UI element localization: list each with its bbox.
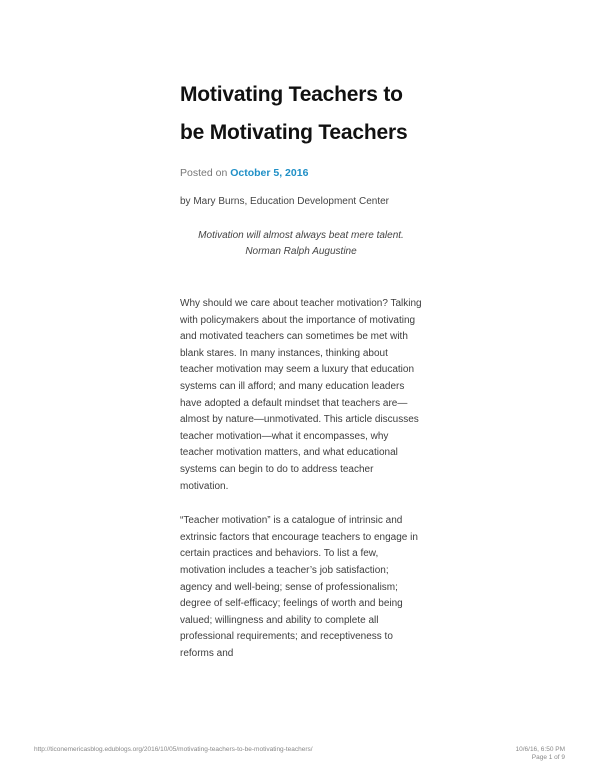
epigraph-quote: [180, 228, 422, 260]
article-content: [180, 76, 422, 662]
article-title: Motivating Teachers to be Motivating Teachers: [180, 83, 408, 144]
footer-info: [515, 746, 565, 762]
paragraph-1: Why should we care about teacher motivation? Talking with policymakers about the importance of motivating and motivated teachers can sometimes be met with blank stares. In many instances, thinking about teacher motivation may seem a luxury that education systems can ill afford; and many education leaders have adopted a default mindset that teachers are—almost by nature—unmotivated. This article discusses teacher motivation—what it encompasses, why teacher motivation matters, and what educational systems can begin to do to address teacher motivation.: [180, 298, 422, 492]
posted-prefix: Posted on: [180, 167, 231, 179]
footer-timestamp: 10/6/16, 6:50 PM: [515, 746, 565, 753]
article-byline: by Mary Burns, Education Development Center: [180, 196, 389, 207]
paragraph-2: “Teacher motivation” is a catalogue of intrinsic and extrinsic factors that encourage teachers to engage in certain practices and behaviors. To list a few, motivation includes a teacher’s job satisfaction; agency and well-being; sense of professionalism; degree of self-efficacy; feelings of worth and being valued; willingness and ability to complete all professional requirements; and receptiveness to reforms and: [180, 515, 418, 659]
footer-page-number: Page 1 of 9: [531, 754, 565, 761]
footer-url: http://ticonemericasblog.edublogs.org/2016/10/05/motivating-teachers-to-be-motivating-teachers/: [34, 746, 313, 753]
posted-date-link[interactable]: October 5, 2016: [230, 167, 309, 179]
quote-author: Norman Ralph Augustine: [245, 246, 357, 257]
quote-text: Motivation will almost always beat mere talent.: [198, 230, 404, 241]
posted-line: [180, 166, 422, 180]
